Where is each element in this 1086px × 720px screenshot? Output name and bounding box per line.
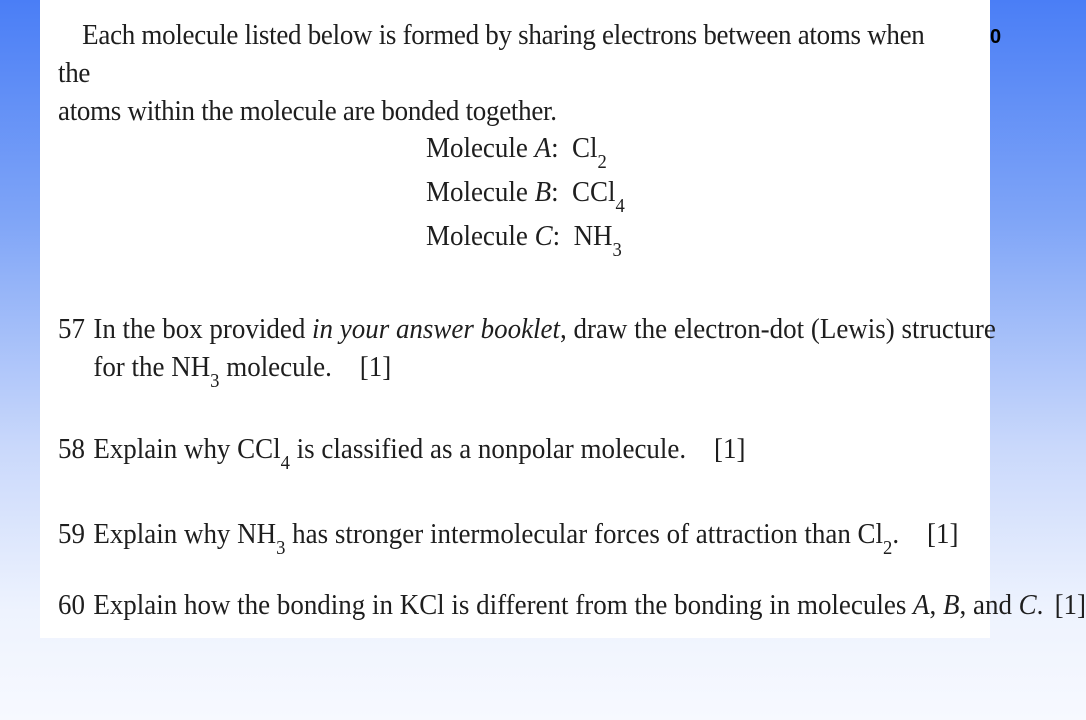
question-page — [40, 0, 1086, 638]
molecule-sep: : — [552, 220, 574, 252]
question-text: Explain why NH — [93, 518, 277, 550]
molecule-letter: B — [943, 589, 960, 621]
molecule-letter: A — [534, 132, 552, 164]
question-text: Explain how the bonding in KCl is different from the bonding in molecules — [93, 589, 914, 621]
question-text: Explain why CCl — [93, 433, 281, 465]
molecule-label: Molecule — [426, 176, 535, 208]
question-number: 58 — [58, 433, 85, 465]
question-60 — [58, 586, 1086, 624]
molecule-formula: NH — [573, 220, 613, 252]
molecule-formula: CCl — [572, 176, 616, 208]
marks-label: [1] — [926, 518, 959, 550]
question-text: In the box provided — [93, 313, 313, 345]
question-number: 60 — [58, 589, 85, 621]
marks-label: [1] — [1054, 589, 1086, 621]
stem-line-1: Each molecule listed below is formed by sharing electrons between atoms when the — [58, 19, 925, 89]
molecule-letter: C — [1018, 589, 1037, 621]
molecule-formula: Cl — [572, 132, 598, 164]
question-text: molecule. — [219, 351, 332, 383]
formula-subscript: 3 — [276, 536, 286, 559]
question-text: , and — [959, 589, 1019, 621]
molecule-b — [426, 170, 625, 217]
question-59 — [58, 515, 959, 559]
molecule-sep: : — [551, 176, 573, 208]
molecule-letter: B — [534, 176, 552, 208]
molecule-label: Molecule — [426, 132, 535, 164]
molecule-list — [426, 126, 625, 261]
molecule-sep: : — [551, 132, 573, 164]
question-text: , draw the electron-dot (Lewis) structure — [559, 313, 996, 345]
formula-subscript: 4 — [280, 451, 290, 474]
molecule-subscript: 3 — [612, 238, 622, 261]
question-text: . — [1036, 589, 1044, 621]
formula-subscript: 3 — [210, 369, 220, 392]
molecule-label: Molecule — [426, 220, 535, 252]
stem-line-2: atoms within the molecule are bonded together. — [58, 95, 557, 127]
question-number: 57 — [58, 313, 85, 345]
molecule-letter: A — [913, 589, 930, 621]
slide-number: 0 — [990, 26, 1002, 48]
question-text: is classified as a nonpolar molecule. — [289, 433, 687, 465]
molecule-letter: C — [534, 220, 553, 252]
marks-label: [1] — [359, 351, 392, 383]
molecule-subscript: 2 — [597, 150, 607, 173]
molecule-subscript: 4 — [615, 194, 625, 217]
question-text: . — [892, 518, 900, 550]
question-57 — [58, 310, 996, 392]
question-number: 59 — [58, 518, 85, 550]
question-emphasis: in your answer booklet — [312, 313, 560, 345]
molecule-c — [426, 214, 625, 261]
formula-subscript: 2 — [883, 536, 893, 559]
question-text: has stronger intermolecular forces of attraction than Cl — [285, 518, 884, 550]
question-text: , — [929, 589, 944, 621]
marks-label: [1] — [714, 433, 746, 465]
molecule-a — [426, 126, 625, 173]
question-58 — [58, 430, 746, 474]
question-stem — [58, 16, 932, 130]
question-text: for the NH — [93, 351, 211, 383]
